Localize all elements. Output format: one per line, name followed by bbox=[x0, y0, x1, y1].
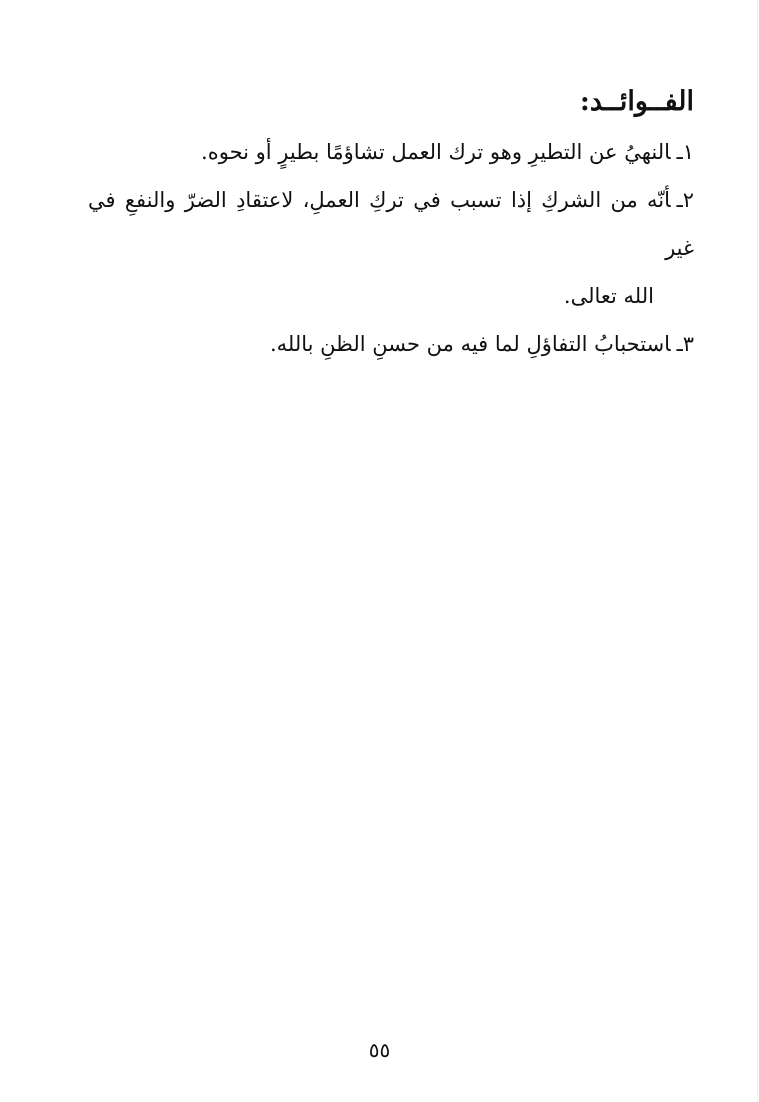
page-number: ٥٥ bbox=[368, 1038, 391, 1062]
benefit-number: ٣ـ bbox=[676, 332, 694, 356]
scan-edge-line bbox=[757, 0, 758, 1102]
section-heading: الفــوائــد: bbox=[579, 86, 694, 117]
benefit-number: ١ـ bbox=[676, 140, 694, 164]
benefit-text: استحبابُ التفاؤلِ لما فيه من حسنِ الظنِ بالله. bbox=[269, 332, 671, 356]
benefit-item-2-continuation bbox=[88, 272, 694, 320]
benefit-item-2 bbox=[88, 176, 694, 272]
benefit-number: ٢ـ bbox=[676, 188, 694, 212]
benefit-text: أنّه من الشركِ إذا تسبب في تركِ العملِ، لاعتقادِ الضرّ والنفعِ في غير bbox=[88, 188, 694, 260]
benefit-item-1 bbox=[88, 128, 694, 176]
page-content bbox=[88, 82, 694, 368]
benefit-text: النهيُ عن التطيرِ وهو ترك العمل تشاؤمًا بطيرٍ أو نحوه. bbox=[201, 140, 671, 164]
benefit-item-3 bbox=[88, 320, 694, 368]
benefit-text-continuation: الله تعالى. bbox=[563, 284, 654, 308]
